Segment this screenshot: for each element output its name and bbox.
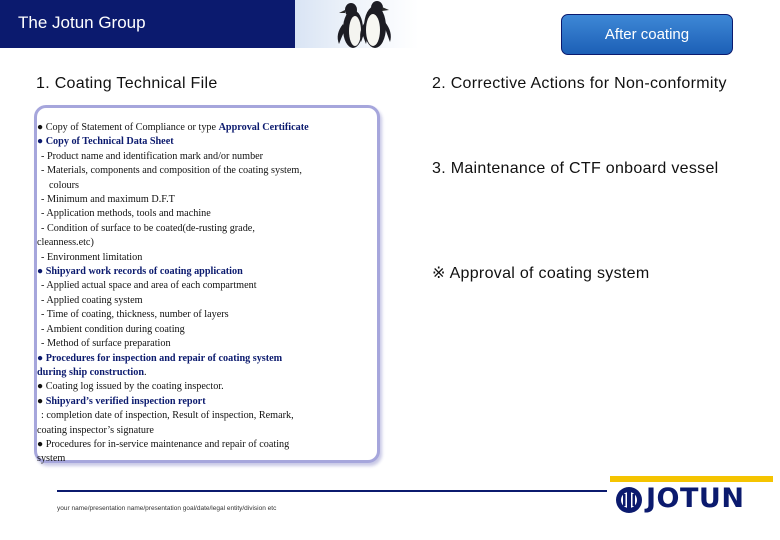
list-item: - Ambient condition during coating xyxy=(41,323,185,335)
list-item: - Minimum and maximum D.F.T xyxy=(41,194,175,206)
heading-coating-technical-file: 1. Coating Technical File xyxy=(36,75,218,92)
list-item: - Product name and identification mark and/or number xyxy=(41,150,264,162)
header-band xyxy=(0,0,460,48)
list-item: - Materials, components and composition of the coating system, xyxy=(41,165,302,177)
heading-approval-coating-system: ※ Approval of coating system xyxy=(432,265,650,282)
list-item: - Application methods, tools and machine xyxy=(41,208,211,220)
ctf-content-list xyxy=(37,121,367,467)
list-item: - Condition of surface to be coated(de-rusting grade, xyxy=(41,222,255,234)
list-item: ● Copy of Technical Data Sheet xyxy=(37,136,174,148)
heading-maintenance-ctf: 3. Maintenance of CTF onboard vessel xyxy=(432,160,719,177)
list-item: - Time of coating, thickness, number of layers xyxy=(41,309,229,321)
list-item: system xyxy=(37,453,66,465)
header-title-bar xyxy=(0,0,295,48)
penguins-image xyxy=(295,0,460,48)
after-coating-badge: After coating xyxy=(561,14,733,55)
heading-corrective-actions: 2. Corrective Actions for Non-conformity xyxy=(432,75,727,92)
logo-wordmark: JOTUN xyxy=(646,483,745,514)
list-item: coating inspector’s signature xyxy=(37,424,154,436)
list-item: ● Copy of Statement of Compliance or type Approval Certificate xyxy=(37,122,309,133)
header-title: The Jotun Group xyxy=(18,13,146,32)
list-item: : completion date of inspection, Result of inspection, Remark, xyxy=(41,410,294,422)
penguins-illustration xyxy=(295,0,460,48)
logo-yellow-bar xyxy=(610,476,773,482)
jotun-emblem-icon xyxy=(614,485,644,515)
list-item: ● Procedures for in-service maintenance and repair of coating xyxy=(37,438,290,450)
list-item: - Applied coating system xyxy=(41,294,143,306)
footer-text: your name/presentation name/presentation goal/date/legal entity/division etc xyxy=(57,505,277,512)
list-item: - Applied actual space and area of each compartment xyxy=(41,280,257,292)
list-item: ● Shipyard work records of coating application xyxy=(37,266,243,278)
list-item: colours xyxy=(49,179,79,191)
list-item: during ship construction. xyxy=(37,366,147,378)
list-item: ● Coating log issued by the coating inspector. xyxy=(37,381,224,393)
list-item: cleanness.etc) xyxy=(37,237,94,249)
list-item: ● Shipyard’s verified inspection report xyxy=(37,395,206,407)
list-item: ● Procedures for inspection and repair of coating system xyxy=(37,352,283,364)
footer-divider xyxy=(57,490,607,492)
list-item: - Method of surface preparation xyxy=(41,338,171,350)
jotun-logo xyxy=(610,476,773,518)
list-item: - Environment limitation xyxy=(41,251,143,263)
